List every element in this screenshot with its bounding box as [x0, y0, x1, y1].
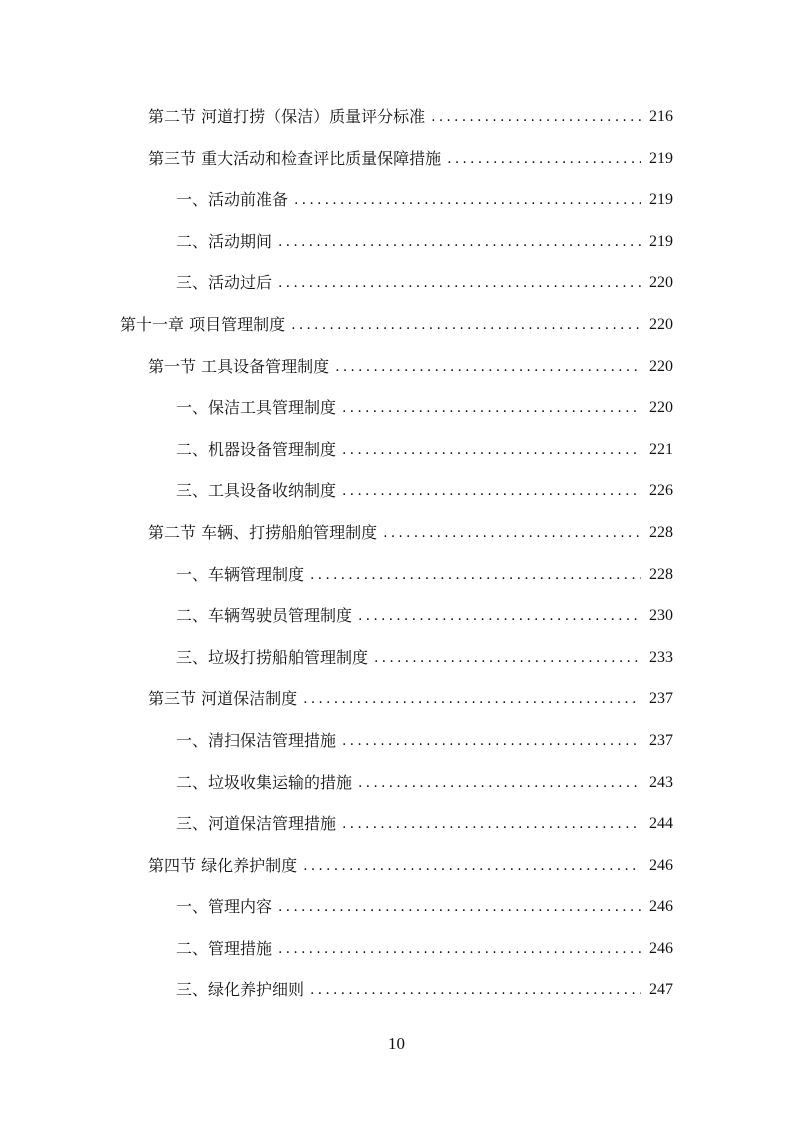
toc-leader-dots — [383, 513, 641, 555]
toc-entry-title: 二、垃圾收集运输的措施 — [176, 772, 353, 792]
table-of-contents — [0, 96, 793, 1011]
toc-leader-dots — [342, 721, 641, 763]
toc-entry[interactable] — [0, 637, 793, 679]
toc-entry[interactable] — [0, 969, 793, 1011]
toc-entry-title: 三、活动过后 — [176, 273, 273, 293]
toc-entry[interactable] — [0, 96, 793, 138]
toc-entry-page: 216 — [649, 108, 673, 125]
toc-entry[interactable] — [0, 886, 793, 928]
toc-entry[interactable] — [0, 595, 793, 637]
toc-entry-title: 二、车辆驾驶员管理制度 — [176, 606, 353, 626]
toc-entry-title: 一、车辆管理制度 — [176, 564, 305, 584]
toc-entry-page: 219 — [649, 149, 673, 167]
toc-leader-dots — [303, 679, 641, 721]
toc-leader-dots — [335, 347, 641, 389]
toc-entry[interactable] — [0, 928, 793, 970]
toc-entry-title: 第四节 绿化养护制度 — [148, 855, 298, 875]
toc-entry-page: 244 — [649, 815, 673, 833]
toc-entry-title: 二、机器设备管理制度 — [176, 439, 337, 459]
toc-leader-dots — [342, 804, 641, 846]
toc-entry-page: 228 — [649, 565, 673, 583]
toc-entry-title: 三、绿化养护细则 — [176, 980, 305, 1000]
toc-entry[interactable] — [0, 720, 793, 762]
toc-entry-page: 246 — [649, 856, 673, 874]
toc-entry-page: 219 — [649, 232, 673, 250]
toc-entry-page: 221 — [649, 440, 673, 458]
toc-leader-dots — [342, 471, 641, 513]
toc-entry-page: 243 — [649, 773, 673, 791]
toc-entry-title: 一、保洁工具管理制度 — [176, 398, 337, 418]
toc-leader-dots — [431, 97, 641, 139]
toc-entry[interactable] — [0, 470, 793, 512]
toc-entry-page: 220 — [649, 399, 673, 417]
toc-leader-dots — [447, 139, 641, 181]
page-number: 10 — [388, 1034, 405, 1053]
toc-entry[interactable] — [0, 803, 793, 845]
toc-leader-dots — [310, 555, 641, 597]
toc-entry-page: 220 — [649, 357, 673, 375]
toc-entry[interactable] — [0, 678, 793, 720]
toc-leader-dots — [278, 222, 641, 264]
toc-entry-title: 第三节 河道保洁制度 — [148, 689, 298, 709]
toc-leader-dots — [291, 305, 641, 347]
toc-leader-dots — [374, 638, 641, 680]
toc-entry-title: 第一节 工具设备管理制度 — [148, 356, 330, 376]
toc-entry-title: 第二节 车辆、打捞船舶管理制度 — [148, 522, 378, 542]
toc-entry-page: 228 — [649, 523, 673, 541]
toc-entry[interactable] — [0, 512, 793, 554]
toc-entry-title: 三、工具设备收纳制度 — [176, 481, 337, 501]
toc-leader-dots — [342, 430, 641, 472]
toc-entry-page: 246 — [649, 939, 673, 957]
toc-entry[interactable] — [0, 762, 793, 804]
toc-entry-page: 219 — [649, 191, 673, 209]
toc-leader-dots — [310, 970, 641, 1012]
toc-entry-page: 226 — [649, 482, 673, 500]
toc-entry[interactable] — [0, 429, 793, 471]
toc-entry[interactable] — [0, 179, 793, 221]
toc-entry[interactable] — [0, 304, 793, 346]
toc-entry-title: 第三节 重大活动和检查评比质量保障措施 — [148, 148, 442, 168]
toc-entry-title: 第十一章 项目管理制度 — [120, 314, 286, 334]
toc-entry-title: 三、垃圾打捞船舶管理制度 — [176, 647, 369, 667]
toc-leader-dots — [278, 929, 641, 971]
toc-entry-page: 237 — [649, 731, 673, 749]
toc-entry-page: 220 — [649, 274, 673, 292]
toc-entry[interactable] — [0, 138, 793, 180]
toc-entry[interactable] — [0, 221, 793, 263]
toc-entry-page: 247 — [649, 981, 673, 999]
toc-leader-dots — [358, 763, 641, 805]
toc-leader-dots — [278, 887, 641, 929]
toc-leader-dots — [303, 846, 641, 888]
toc-entry-title: 一、管理内容 — [176, 897, 273, 917]
toc-entry-title: 二、活动期间 — [176, 231, 273, 251]
toc-entry[interactable] — [0, 262, 793, 304]
toc-entry-page: 230 — [649, 607, 673, 625]
toc-entry[interactable] — [0, 387, 793, 429]
toc-leader-dots — [294, 180, 641, 222]
toc-entry-title: 一、活动前准备 — [176, 190, 289, 210]
toc-entry-title: 三、河道保洁管理措施 — [176, 814, 337, 834]
toc-leader-dots — [278, 263, 641, 305]
toc-leader-dots — [342, 388, 641, 430]
toc-entry-title: 二、管理措施 — [176, 938, 273, 958]
toc-entry[interactable] — [0, 346, 793, 388]
toc-entry-title: 第二节 河道打捞（保洁）质量评分标准 — [148, 107, 426, 126]
toc-leader-dots — [358, 596, 641, 638]
toc-entry-page: 246 — [649, 898, 673, 916]
toc-entry-page: 233 — [649, 648, 673, 666]
toc-entry-page: 220 — [649, 315, 673, 333]
toc-entry-title: 一、清扫保洁管理措施 — [176, 730, 337, 750]
toc-entry[interactable] — [0, 845, 793, 887]
toc-entry[interactable] — [0, 554, 793, 596]
toc-entry-page: 237 — [649, 690, 673, 708]
